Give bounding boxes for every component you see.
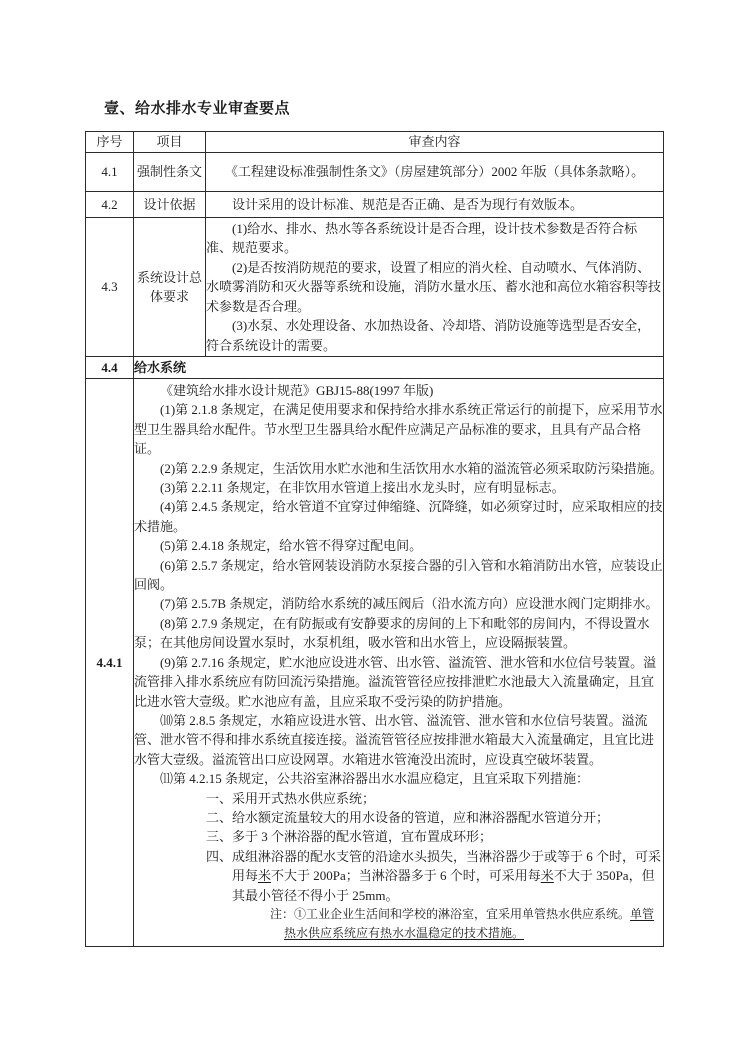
review-paragraph: (1)给水、排水、热水等各系统设计是否合理，设计技术参数是否符合标准、规范要求。 — [206, 221, 638, 256]
rule-paragraph: ⑾第 4.2.15 条规定，公共浴室淋浴器出水水温应稳定，且宜采取下列措施： — [160, 771, 590, 787]
rule-paragraph: (8)第 2.7.9 条规定，在有防振或有安静要求的房间的上下和毗邻的房间内，不得设置水泵；在其他房间设置水泵时，水泵机组，吸水管和出水管上，应设隔振装置。 — [134, 615, 650, 651]
header-cell-item: 项目 — [134, 132, 206, 153]
rule-paragraph: ⑽第 2.8.5 条规定，水箱应设进水管、出水管、溢流管、泄水管和水位信号装置。溢流管、泄水管不得和排水系统直接连接。溢流管管径应按排泄水箱最大入流量确定，且宜比进水管大壹级。溢流管出口应设网罩。水箱进水管淹没出流时，应设真空破坏装置。 — [134, 712, 655, 767]
rule-paragraph: (7)第 2.5.7B 条规定，消防给水系统的减压阀后（沿水流方向）应设泄水阀门定期排水。 — [160, 596, 659, 612]
footnote-text: 注：①工业企业生活间和学校的淋浴室，宜采用单管热水供应系统。 — [270, 906, 631, 921]
rule-paragraph: (2)第 2.2.9 条规定，生活饮用水贮水池和生活饮用水水箱的溢流管必须采取防污染措施。 — [160, 460, 663, 476]
review-paragraph: (2)是否按消防规范的要求，设置了相应的消火栓、自动喷水、气体消防、水喷雾消防和灭火器等系统和设施，消防水量水压、蓄水池和高位水箱容积等技术参数是否合理。 — [206, 259, 662, 314]
underlined-text: 米 — [258, 868, 272, 884]
row-content — [134, 379, 664, 947]
sub-list-item: 二、给水额定流量较大的用水设备的管道，应和淋浴器配水管道分开； — [206, 809, 610, 825]
row-number: 4.1 — [86, 153, 134, 192]
table-row-4-3 — [86, 218, 664, 357]
page-title: 壹、给水排水专业审查要点 — [104, 101, 291, 117]
sub-list-item: 一、采用开式热水供应系统； — [206, 790, 376, 806]
rule-paragraph: (5)第 2.4.18 条规定，给水管不得穿过配电间。 — [160, 538, 423, 554]
header-cell-content: 审查内容 — [206, 132, 664, 153]
table-row-4-2 — [86, 192, 664, 218]
table-header-row — [86, 132, 664, 153]
row-item-label: 系统设计总体要求 — [134, 218, 206, 357]
row-item-label: 强制性条文 — [134, 153, 206, 192]
header-cell-no: 序号 — [86, 132, 134, 153]
standard-reference: 《建筑给水排水设计规范》GBJ15-88(1997 年版) — [160, 383, 434, 398]
row-content — [206, 218, 664, 357]
footnote — [134, 905, 663, 944]
rule-paragraph: (6)第 2.5.7 条规定，给水管网装设消防水泵接合器的引入管和水箱消防出水管，应装设止回阀。 — [134, 557, 663, 593]
review-paragraph: 设计采用的设计标准、规范是否正确、是否为现行有效版本。 — [232, 196, 584, 212]
review-paragraph: (3)水泵、水处理设备、水加热设备、冷却塔、消防设施等选型是否安全，符合系统设计的需要。 — [206, 318, 651, 353]
sub-item-text: 不大于 350Pa，但其最小管径不得小于 25mm。 — [232, 868, 655, 903]
sub-list-item: 三、多于 3 个淋浴器的配水管道，宜布置成环形； — [206, 829, 493, 845]
rule-paragraph: (4)第 2.4.5 条规定，给水管道不宜穿过伸缩缝、沉降缝，如必须穿过时，应采取相应的技术措施。 — [134, 499, 663, 534]
sub-list-item — [134, 847, 663, 905]
sub-item-text: 四、成组淋浴器的配水支管的沿途水头损失，当淋浴器少于或等于 6 个时，可采用每 — [206, 848, 662, 884]
row-item-label: 设计依据 — [134, 192, 206, 218]
sub-item-text: 不大于 200Pa；当淋浴器多于 6 个时，可采用每 — [271, 868, 541, 884]
rule-paragraph: (1)第 2.1.8 条规定，在满足使用要求和保持给水排水系统正常运行的前提下，应采用节水型卫生器具给水配件。节水型卫生器具给水配件应满足产品标准的要求，且具有产品合格证。 — [134, 402, 663, 457]
rule-paragraph: (9)第 2.7.16 条规定，贮水池应设进水管、出水管、溢流管、泄水管和水位信号装置。溢流管排入排水系统应有防回流污染措施。溢流管管径应按排泄贮水池最大入流量确定，且宜比进水管大壹级。贮水池应有盖，且应采取不受污染的防护措施。 — [134, 654, 657, 709]
rule-paragraph: (3)第 2.2.11 条规定，在非饮用水管道上接出水龙头时，应有明显标志。 — [160, 480, 565, 496]
row-number: 4.4 — [86, 357, 134, 379]
row-number: 4.2 — [86, 192, 134, 218]
table-row-4-1 — [86, 153, 664, 192]
row-number: 4.3 — [86, 218, 134, 357]
table-row-4-4 — [86, 357, 664, 379]
underlined-text: 单管热水供应系统应有热水水温稳定的技术措施。 — [284, 906, 655, 941]
underlined-text: 米 — [540, 868, 554, 884]
review-points-table — [85, 131, 664, 947]
row-content — [206, 192, 664, 218]
row-content: 《工程建设标准强制性条文》（房屋建筑部分）2002 年版（具体条款略）。 — [206, 153, 664, 192]
row-number: 4.4.1 — [86, 379, 134, 947]
table-row-4-4-1 — [86, 379, 664, 947]
section-title: 给水系统 — [134, 357, 664, 379]
